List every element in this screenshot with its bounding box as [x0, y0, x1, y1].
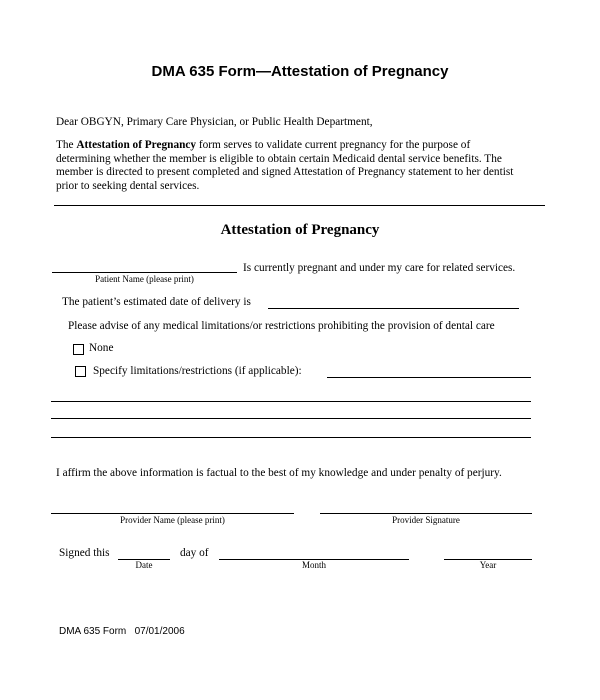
- patient-name-field[interactable]: [52, 272, 237, 273]
- intro-line-1: [56, 139, 556, 153]
- section-title: Attestation of Pregnancy: [220, 222, 380, 238]
- provider-name-field[interactable]: [51, 513, 294, 514]
- form-footer: DMA 635 Form 07/01/2006: [59, 626, 185, 637]
- date-caption: Date: [135, 560, 153, 570]
- limitations-line-1[interactable]: [51, 401, 531, 402]
- intro-paragraph: [56, 139, 556, 193]
- provider-signature-caption: Provider Signature: [392, 515, 460, 525]
- pregnancy-statement: Is currently pregnant and under my care for related services.: [243, 262, 516, 274]
- provider-name-caption: Provider Name (please print): [120, 515, 225, 525]
- limitations-line-3[interactable]: [51, 437, 531, 438]
- signed-this-label: Signed this: [59, 547, 110, 559]
- section-divider: [54, 205, 545, 206]
- limitations-line-2[interactable]: [51, 418, 531, 419]
- delivery-date-label: The patient’s estimated date of delivery is: [62, 296, 251, 308]
- intro-line-3: member is directed to present completed and signed Attestation of Pregnancy statement to her dentist: [56, 166, 514, 179]
- patient-name-caption: Patient Name (please print): [95, 274, 194, 284]
- page-title: DMA 635 Form—Attestation of Pregnancy: [151, 63, 449, 80]
- intro-line-1-rest: form serves to validate current pregnancy for the purpose of: [196, 139, 471, 151]
- salutation: Dear OBGYN, Primary Care Physician, or Public Health Department,: [56, 116, 373, 128]
- affirmation-statement: I affirm the above information is factual to the best of my knowledge and under penalty of perjury.: [56, 467, 502, 479]
- year-caption: Year: [479, 560, 497, 570]
- specify-label: Specify limitations/restrictions (if applicable):: [93, 365, 302, 377]
- none-checkbox[interactable]: [73, 344, 84, 355]
- intro-line-4: prior to seeking dental services.: [56, 179, 200, 192]
- specify-checkbox[interactable]: [75, 366, 86, 377]
- intro-prefix: The: [56, 139, 77, 151]
- intro-bold-form-name: Attestation of Pregnancy: [76, 139, 197, 151]
- month-caption: Month: [301, 560, 326, 570]
- none-label: None: [89, 342, 114, 354]
- day-of-label: day of: [180, 547, 209, 559]
- intro-line-2: determining whether the member is eligible to obtain certain Medicaid dental service benefits. The: [56, 152, 502, 165]
- limitations-prompt: Please advise of any medical limitations/or restrictions prohibiting the provision of dental care: [68, 320, 495, 332]
- specify-field[interactable]: [327, 377, 531, 378]
- delivery-date-field[interactable]: [268, 308, 519, 309]
- provider-signature-field[interactable]: [320, 513, 532, 514]
